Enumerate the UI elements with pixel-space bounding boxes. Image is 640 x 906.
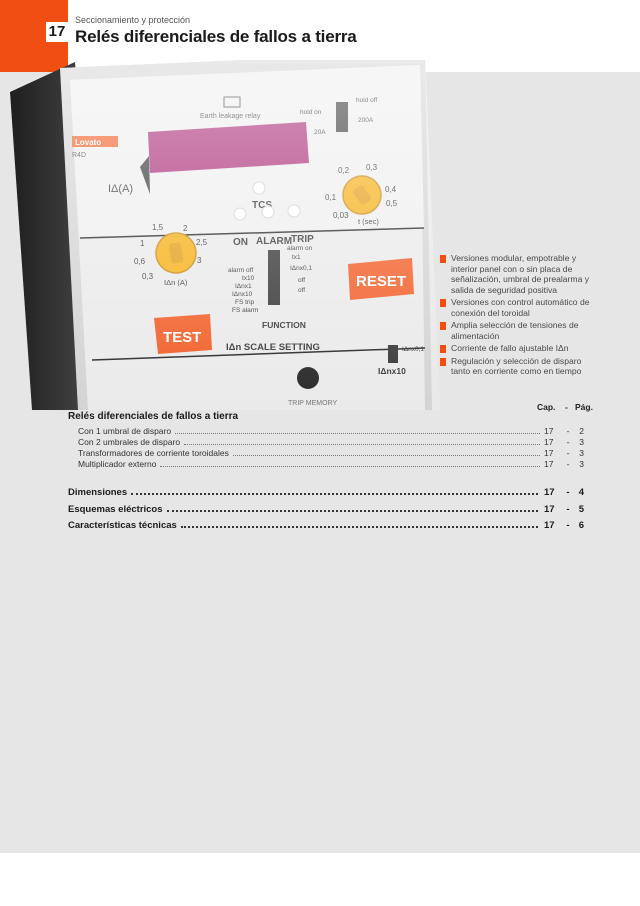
toc-page: 5 <box>578 504 584 515</box>
toc-page: 3 <box>579 437 584 447</box>
toc-dash-header: - <box>565 402 568 412</box>
bullet-icon <box>440 255 446 263</box>
toc-row[interactable] <box>78 425 584 436</box>
toc-title: Características técnicas <box>68 520 177 531</box>
toc-dash: - <box>566 459 570 469</box>
toc-dash: - <box>566 437 570 447</box>
toc-leader <box>233 455 540 456</box>
feature-item: Amplia selección de tensiones de alimentación <box>440 320 592 341</box>
toc-main-row[interactable] <box>68 518 584 531</box>
bullet-icon <box>440 345 446 353</box>
product-photo <box>0 60 440 410</box>
toc-leader <box>131 493 538 495</box>
toc-title: Multiplicador externo <box>78 459 157 469</box>
toc-leader <box>175 433 540 434</box>
toc-page: 4 <box>578 487 584 498</box>
toc-leader <box>160 466 540 467</box>
feature-list <box>440 253 592 379</box>
toc-heading: Relés diferenciales de fallos a tierra <box>68 411 239 422</box>
toc-dash: - <box>566 448 570 458</box>
page-title: Relés diferenciales de fallos a tierra <box>75 27 357 46</box>
chapter-number: 17 <box>46 22 68 42</box>
toc-dash: - <box>566 520 570 531</box>
toc-page: 3 <box>579 448 584 458</box>
toc-title: Transformadores de corriente toroidales <box>78 448 229 458</box>
toc-main-row[interactable] <box>68 502 584 515</box>
feature-item: Versiones modular, empotrable y interior panel con o sin placa de señalización, umbral de prealarma y salida de seguridad positiva <box>440 253 592 295</box>
toc-leader <box>167 510 538 512</box>
section-label: Seccionamiento y protección <box>75 15 191 25</box>
toc-dash: - <box>566 487 570 498</box>
toc-title: Esquemas eléctricos <box>68 504 163 515</box>
toc-cap: 17 <box>544 487 555 498</box>
toc-cap: 17 <box>544 504 555 515</box>
toc-leader <box>184 444 540 445</box>
bullet-icon <box>440 358 446 366</box>
toc-pag-header: Pág. <box>575 402 593 412</box>
toc-page: 2 <box>579 426 584 436</box>
toc-cap: 17 <box>544 459 554 469</box>
feature-item: Corriente de fallo ajustable IΔn <box>440 343 592 354</box>
feature-item: Regulación y selección de disparo tanto en corriente como en tiempo <box>440 356 592 377</box>
toc-title: Con 1 umbral de disparo <box>78 426 172 436</box>
toc-dash: - <box>566 504 570 515</box>
toc-cap-header: Cap. <box>537 402 556 412</box>
glass-cover <box>60 60 440 410</box>
toc-title: Dimensiones <box>68 487 128 498</box>
toc-leader <box>181 526 538 528</box>
bullet-icon <box>440 322 446 330</box>
toc-row[interactable] <box>78 458 584 469</box>
toc-page: 6 <box>578 520 584 531</box>
feature-item: Versiones con control automático de conexión del toroidal <box>440 297 592 318</box>
toc-page: 3 <box>579 459 584 469</box>
toc-row[interactable] <box>78 447 584 458</box>
toc-row[interactable] <box>78 436 584 447</box>
toc-cap: 17 <box>544 426 554 436</box>
toc-cap: 17 <box>544 437 554 447</box>
toc-title: Con 2 umbrales de disparo <box>78 437 181 447</box>
toc-cap: 17 <box>544 448 554 458</box>
bullet-icon <box>440 299 446 307</box>
toc-cap: 17 <box>544 520 555 531</box>
toc-dash: - <box>566 426 570 436</box>
toc-main-row[interactable] <box>68 485 584 498</box>
